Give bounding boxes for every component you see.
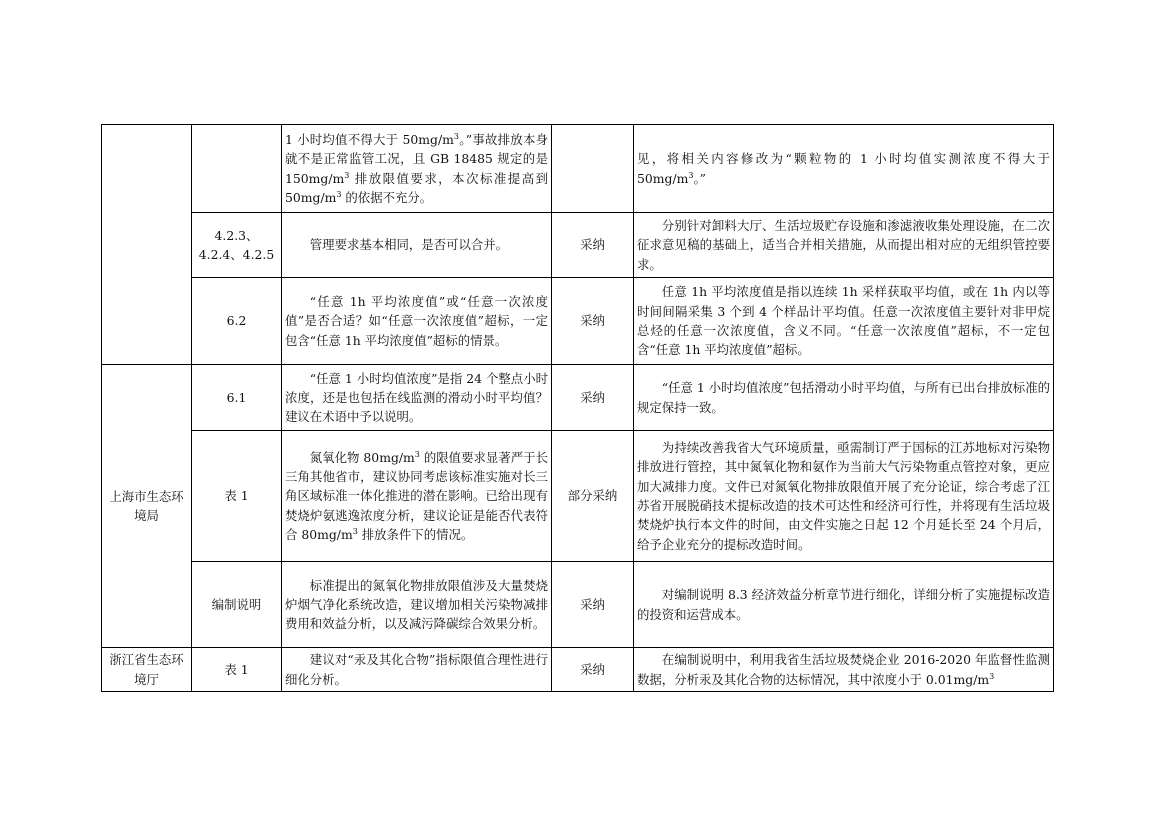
status-cell xyxy=(552,125,634,213)
response-cell: 对编制说明 8.3 经济效益分析章节进行细化，详细分析了实施提标改造的投资和运营成本。 xyxy=(634,562,1054,648)
unit-cell: 浙江省生态环境厅 xyxy=(102,648,192,692)
clause-cell: 编制说明 xyxy=(192,562,282,648)
table-row xyxy=(102,431,1054,562)
response-cell: 见，将相关内容修改为“颗粒物的 1 小时均值实测浓度不得大于 $50mg/m^3$。” xyxy=(634,125,1054,213)
response-cell: 分别针对卸料大厅、生活垃圾贮存设施和渗滤液收集处理设施，在二次征求意见稿的基础上，适当合并相关措施，从而提出相对应的无组织管控要求。 xyxy=(634,213,1054,278)
status-cell: 采纳 xyxy=(552,213,634,278)
clause-cell: 4.2.3、4.2.4、4.2.5 xyxy=(192,213,282,278)
status-cell: 采纳 xyxy=(552,562,634,648)
response-cell: 任意 1h 平均浓度值是指以连续 1h 采样获取平均值，或在 1h 内以等时间间隔采集 3 个到 4 个样品计平均值。任意一次浓度值主要针对非甲烷总烃的任意一次浓度值，含义不同。“任意一次浓度值”超标，不一定包含“任意 1h 平均浓度值”超标。 xyxy=(634,278,1054,365)
opinion-cell: “任意 1 小时均值浓度”是指 24 个整点小时浓度，还是也包括在线监测的滑动小时平均值？建议在术语中予以说明。 xyxy=(282,365,552,431)
opinion-cell: 氮氧化物 $80mg/m^3$ 的限值要求显著严于长三角其他省市，建议协同考虑该标准实施对长三角区域标准一体化推进的潜在影响。已给出现有焚烧炉氨逃逸浓度分析，建议论证是能否代表符合 $80mg/m^3$ 排放条件下的情况。 xyxy=(282,431,552,562)
status-cell: 部分采纳 xyxy=(552,431,634,562)
response-cell: 在编制说明中，利用我省生活垃圾焚烧企业 2016-2020 年监督性监测数据，分析汞及其化合物的达标情况，其中浓度小于 $0.01mg/m^3$ xyxy=(634,648,1054,692)
comments-table xyxy=(101,124,1054,692)
opinion-cell: 建议对“汞及其化合物”指标限值合理性进行细化分析。 xyxy=(282,648,552,692)
response-cell: “任意 1 小时均值浓度”包括滑动小时平均值，与所有已出台排放标准的规定保持一致。 xyxy=(634,365,1054,431)
clause-cell xyxy=(192,125,282,213)
opinion-cell: 管理要求基本相同，是否可以合并。 xyxy=(282,213,552,278)
table-row xyxy=(102,213,1054,278)
clause-cell: 6.2 xyxy=(192,278,282,365)
table-row xyxy=(102,125,1054,213)
table-row xyxy=(102,365,1054,431)
opinion-cell: “任意 1h 平均浓度值”或“任意一次浓度值”是否合适？如“任意一次浓度值”超标，一定包含“任意 1h 平均浓度值”超标的情景。 xyxy=(282,278,552,365)
table-row xyxy=(102,648,1054,692)
status-cell: 采纳 xyxy=(552,365,634,431)
table-row xyxy=(102,562,1054,648)
unit-cell: 上海市生态环境局 xyxy=(102,365,192,648)
unit-cell xyxy=(102,125,192,365)
clause-cell: 表 1 xyxy=(192,431,282,562)
opinion-cell: 标准提出的氮氧化物排放限值涉及大量焚烧炉烟气净化系统改造，建议增加相关污染物减排费用和效益分析，以及减污降碳综合效果分析。 xyxy=(282,562,552,648)
status-cell: 采纳 xyxy=(552,278,634,365)
response-cell: 为持续改善我省大气环境质量，亟需制订严于国标的江苏地标对污染物排放进行管控，其中氮氧化物和氨作为当前大气污染物重点管控对象，更应加大减排力度。文件已对氮氧化物排放限值开展了充分论证，综合考虑了江苏省开展脱硝技术提标改造的技术可达性和经济可行性，并将现有生活垃圾焚烧炉执行本文件的时间，由文件实施之日起 12 个月延长至 24 个月后，给予企业充分的提标改造时间。 xyxy=(634,431,1054,562)
clause-cell: 6.1 xyxy=(192,365,282,431)
clause-cell: 表 1 xyxy=(192,648,282,692)
status-cell: 采纳 xyxy=(552,648,634,692)
table-row xyxy=(102,278,1054,365)
opinion-cell: 1 小时均值不得大于 $50mg/m^3$。”事故排放本身就不是正常监管工况，且 GB 18485 规定的是 $150mg/m^3$ 排放限值要求，本次标准提高到 $50mg/m^3$ 的依据不充分。 xyxy=(282,125,552,213)
